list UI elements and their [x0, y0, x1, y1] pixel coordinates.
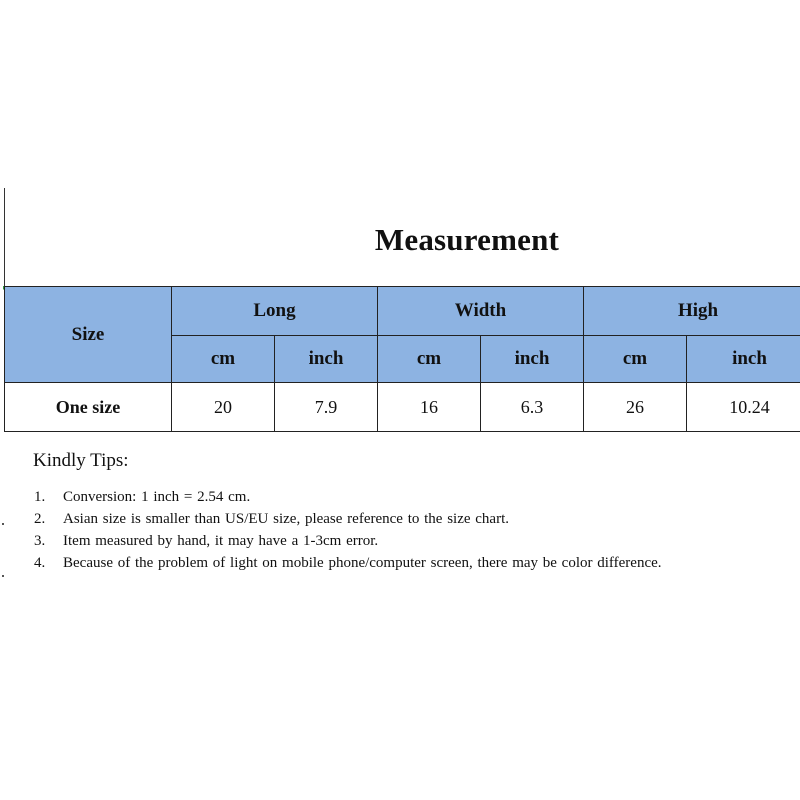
unit-header: inch — [275, 336, 378, 383]
list-item-number: 3. — [34, 533, 46, 549]
header-width: Width — [378, 287, 584, 336]
list-item-number: 1. — [34, 489, 46, 505]
header-high: High — [584, 287, 800, 336]
list-item — [33, 486, 733, 508]
header-size: Size — [5, 287, 172, 383]
table-cell: 26 — [584, 383, 687, 432]
page-title: Measurement — [374, 222, 560, 257]
list-item-text: Conversion: 1 inch = 2.54 cm. — [63, 489, 251, 505]
unit-header: cm — [172, 336, 275, 383]
table-row — [5, 383, 800, 432]
stray-mark — [2, 575, 4, 577]
list-item — [33, 508, 733, 530]
list-item-text: Item measured by hand, it may have a 1-3cm error. — [63, 533, 379, 549]
list-item-text: Asian size is smaller than US/EU size, please reference to the size chart. — [63, 511, 509, 527]
table-cell: 6.3 — [481, 383, 584, 432]
table-cell: 10.24 — [687, 383, 800, 432]
unit-header: cm — [378, 336, 481, 383]
tips-section — [33, 450, 733, 574]
unit-header: inch — [481, 336, 584, 383]
row-label: One size — [5, 383, 172, 432]
unit-header: inch — [687, 336, 800, 383]
tips-title: Kindly Tips: — [33, 450, 129, 471]
list-item-number: 4. — [34, 555, 46, 571]
list-item-number: 2. — [34, 511, 46, 527]
stray-mark — [2, 523, 4, 525]
table-cell: 16 — [378, 383, 481, 432]
header-long: Long — [172, 287, 378, 336]
list-item-text: Because of the problem of light on mobile phone/computer screen, there may be color difference. — [63, 555, 662, 571]
unit-header: cm — [584, 336, 687, 383]
table-cell: 7.9 — [275, 383, 378, 432]
table-cell: 20 — [172, 383, 275, 432]
size-chart-table — [4, 286, 800, 432]
list-item — [33, 552, 733, 574]
tips-list — [33, 486, 733, 574]
list-item — [33, 530, 733, 552]
